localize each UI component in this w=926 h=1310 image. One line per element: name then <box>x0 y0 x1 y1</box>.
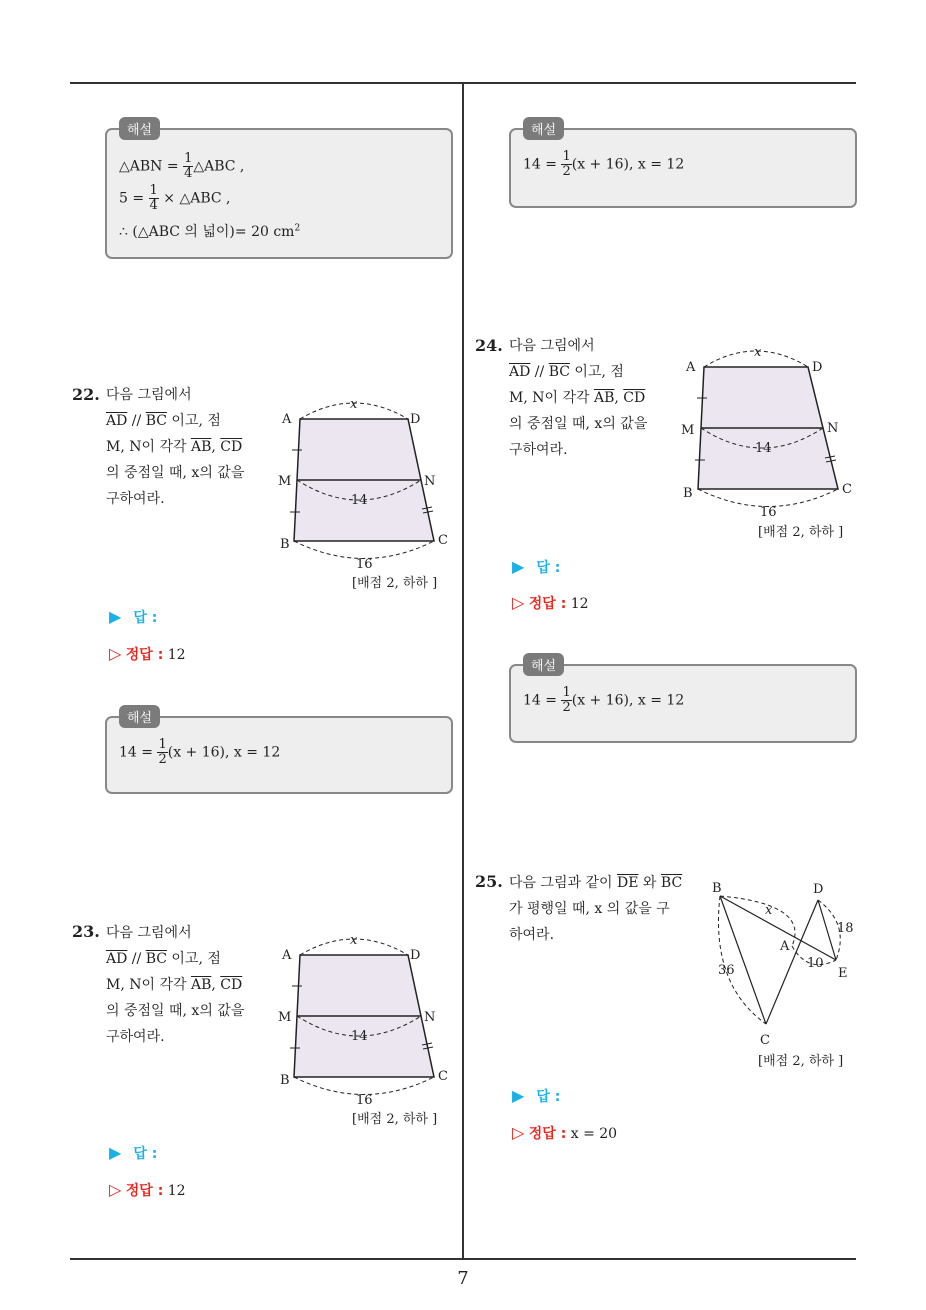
solution-box-22 <box>105 711 453 794</box>
label-A: A <box>780 939 790 954</box>
svg-text:N: N <box>827 421 839 436</box>
svg-text:B: B <box>280 1073 290 1088</box>
answer-24: ▶ 답 : <box>512 557 561 576</box>
svg-text:14: 14 <box>351 1029 368 1044</box>
svg-text:D: D <box>410 948 421 963</box>
bottom-rule <box>70 1258 856 1260</box>
trapezoid-figure-24 <box>674 340 864 524</box>
svg-text:A: A <box>282 948 292 963</box>
solution-line: 14 = $\frac{1}{2}$ (x + 16), x = 12 <box>119 737 281 767</box>
answer-23: ▶ 답 : <box>109 1143 158 1162</box>
svg-text:14: 14 <box>755 441 772 456</box>
solution-line-1: △ABN = $\frac{1}{4}$ △ABC , <box>119 151 245 181</box>
points-24: [배점 2, 하하 ] <box>758 525 844 540</box>
label-10: 10 <box>807 956 824 971</box>
column-divider <box>462 83 464 1259</box>
solution-box-24 <box>509 659 857 743</box>
svg-text:M: M <box>278 1010 292 1025</box>
solution-line: 14 = $\frac{1}{2}$ (x + 16), x = 12 <box>523 685 685 715</box>
label-M: M <box>278 474 292 489</box>
label-A: A <box>282 412 292 427</box>
solution-box-23 <box>509 123 857 208</box>
solution-tag: 해설 <box>523 653 564 676</box>
solution-tag: 해설 <box>523 117 564 140</box>
page-number: 7 <box>457 1268 469 1289</box>
label-D: D <box>813 882 824 897</box>
question-number-24: 24. <box>475 336 503 355</box>
label-C: C <box>438 533 448 548</box>
question-number-23: 23. <box>72 922 100 941</box>
solution-box-21 <box>105 123 453 259</box>
svg-text:A: A <box>686 360 696 375</box>
question-text-23: 다음 그림에서 $\overline{AD} // \overline{BC}$ 이고, 점 M, N이 각각 $\overline{AB}$, $\overline{CD}$ 의 중점일 때, x의 값을 구하여라. <box>106 925 245 1045</box>
points-25: [배점 2, 하하 ] <box>758 1054 844 1069</box>
answer-25: ▶ 답 : <box>512 1086 561 1105</box>
question-text-24: 다음 그림에서 $\overline{AD} // \overline{BC}$ 이고, 점 M, N이 각각 $\overline{AB}$, $\overline{CD}$ 의 중점일 때, x의 값을 구하여라. <box>509 338 648 458</box>
svg-text:C: C <box>842 482 852 497</box>
svg-text:N: N <box>424 1010 436 1025</box>
svg-text:x: x <box>754 345 762 360</box>
answer-22: ▶ 답 : <box>109 607 158 626</box>
question-number-25: 25. <box>475 872 503 891</box>
label-D: D <box>410 412 421 427</box>
label-N: N <box>424 474 436 489</box>
label-E: E <box>838 966 848 981</box>
label-C: C <box>760 1033 770 1048</box>
svg-text:x: x <box>350 933 358 948</box>
label-16: 16 <box>356 557 373 572</box>
svg-text:M: M <box>681 423 695 438</box>
points-23: [배점 2, 하하 ] <box>352 1112 438 1127</box>
label-18: 18 <box>837 921 854 936</box>
solution-line-3: ∴ (△ABC 의 넓이)= 20 $cm^2$ <box>119 223 301 240</box>
label-x: x <box>350 397 358 412</box>
correct-answer-23: ▷ 정답 : 12 <box>109 1180 186 1199</box>
svg-text:16: 16 <box>760 505 777 520</box>
svg-text:16: 16 <box>356 1093 373 1108</box>
svg-text:D: D <box>812 360 823 375</box>
label-B: B <box>712 881 722 896</box>
label-36: 36 <box>718 963 735 978</box>
svg-text:C: C <box>438 1069 448 1084</box>
question-text-25: 다음 그림과 같이 $\overline{DE}$ 와 $\overline{BC}$ 가 평행일 때, x 의 값을 구 하여라. <box>509 875 683 943</box>
solution-line-2: 5 = $\frac{1}{4}$ × △ABC , <box>119 183 231 213</box>
solution-tag: 해설 <box>119 705 160 728</box>
svg-text:B: B <box>683 486 693 501</box>
trapezoid-figure-23 <box>270 928 460 1112</box>
label-14: 14 <box>351 493 368 508</box>
question-number-22: 22. <box>72 385 100 404</box>
correct-answer-22: ▷ 정답 : 12 <box>109 644 186 663</box>
trapezoid-figure-22 <box>270 392 460 576</box>
solution-line: 14 = $\frac{1}{2}$ (x + 16), x = 12 <box>523 149 685 179</box>
correct-answer-25: ▷ 정답 : x = 20 <box>512 1123 618 1142</box>
points-22: [배점 2, 하하 ] <box>352 576 438 591</box>
question-text-22: 다음 그림에서 $\overline{AD} // \overline{BC}$ 이고, 점 M, N이 각각 $\overline{AB}$, $\overline{CD}$ 의 중점일 때, x의 값을 구하여라. <box>106 387 245 507</box>
solution-tag: 해설 <box>119 117 160 140</box>
figure-25 <box>700 874 870 1052</box>
correct-answer-24: ▷ 정답 : 12 <box>512 593 589 612</box>
label-B: B <box>280 537 290 552</box>
label-x: x <box>765 903 773 918</box>
